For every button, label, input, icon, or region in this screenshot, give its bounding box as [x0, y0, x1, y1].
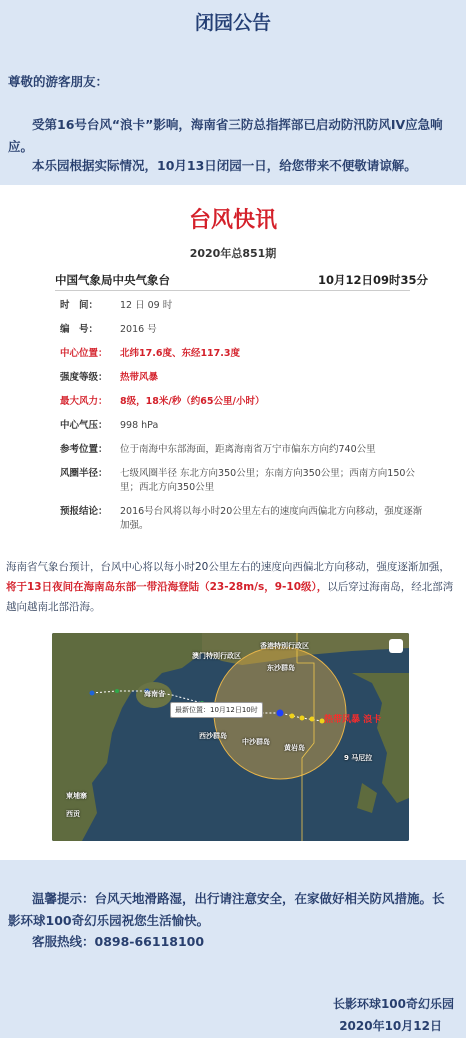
map-label-hk: 香港特别行政区: [260, 642, 309, 650]
info-label: 参考位置：: [60, 444, 108, 455]
typhoon-bulletin-card: [0, 185, 466, 860]
info-value: 七级风圈半径 东北方向350公里；东南方向350公里；西南方向150公里；西北方向350公里: [120, 468, 415, 493]
map-label-xisha: 西沙群岛: [199, 732, 227, 740]
info-label: 最大风力：: [60, 396, 108, 407]
map-label-cambodia: 柬埔寨: [66, 792, 87, 800]
map-label-macau: 澳门特别行政区: [192, 652, 241, 660]
info-label: 时 间：: [60, 300, 99, 311]
info-value: 热带风暴: [120, 372, 159, 383]
info-label: 强度等级：: [60, 372, 108, 383]
info-value: 998 hPa: [120, 420, 159, 431]
forecast-text: 海南省气象台预计，台风中心将以每小时20公里左右的速度向西偏北方向移动，强度逐渐加强，: [6, 561, 450, 573]
bulletin-agency: 中国气象局中央气象台: [55, 273, 170, 287]
info-label: 预报结论：: [60, 506, 108, 517]
bulletin-issue: 2020年总851期: [189, 247, 277, 260]
forecast-paragraph: [6, 557, 458, 617]
notice-greeting: 尊敬的游客朋友：: [8, 74, 109, 89]
info-label: 中心气压：: [60, 420, 108, 431]
info-value: 2016 号: [120, 324, 157, 335]
forecast-highlight: 将于13日夜间在海南岛东部一带沿海登陆（23-28m/s，9-10级），: [6, 581, 328, 593]
notice-paragraph-1: 受第16号台风“浪卡”影响，海南省三防总指挥部已启动防汛防风IV应急响应。: [8, 117, 443, 154]
notice-title: 闭园公告: [194, 12, 271, 34]
service-hotline: 客服热线：0898-66118100: [32, 934, 205, 949]
info-label: 编 号：: [60, 324, 99, 335]
info-value: 8级，18米/秒（约65公里/小时）: [120, 396, 265, 407]
map-graphic: [52, 633, 409, 841]
signature-org: 长影环球100奇幻乐园: [332, 997, 454, 1011]
bulletin-title: 台风快讯: [188, 208, 277, 233]
map-label-huangyan: 黄岩岛: [284, 744, 305, 752]
map-label-saigon: 西贡: [66, 810, 80, 818]
info-value: 位于南海中东部海面，距离海南省万宁市偏东方向约740公里: [120, 444, 376, 455]
info-value: 北纬17.6度、东经117.3度: [120, 348, 240, 359]
info-label: 风圈半径：: [60, 468, 108, 479]
latest-position-tag: 最新位置：10月12日10时: [170, 702, 263, 718]
warm-tips: 温馨提示：台风天地滑路湿，出行请注意安全，在家做好相关防风措施。长影环球100奇幻乐园祝您生活愉快。: [8, 891, 445, 928]
bulletin-datetime: 10月12日09时35分: [318, 273, 429, 287]
signature-date: 2020年10月12日: [339, 1019, 442, 1033]
divider: [55, 290, 410, 291]
info-label: 中心位置：: [60, 348, 108, 359]
map-fullscreen-button[interactable]: [389, 639, 403, 653]
notice-header: [0, 0, 466, 185]
typhoon-track-map: [52, 633, 409, 841]
map-label-dongsha: 东沙群岛: [267, 664, 295, 672]
map-label-manila: 9 马尼拉: [344, 754, 373, 762]
notice-paragraph-2: 本乐园根据实际情况，10月13日闭园一日，给您带来不便敬请谅解。: [32, 158, 417, 173]
map-label-zhongsha: 中沙群岛: [242, 738, 270, 746]
info-value: 12 日 09 时: [120, 300, 173, 311]
typhoon-name-label: 热带风暴 浪卡: [324, 715, 382, 725]
forecast-text-end: 以后穿过海南岛，经北部湾越向越南北部沿海。: [6, 581, 454, 613]
map-label-hainan: 海南省: [144, 690, 165, 698]
info-value: 2016号台风将以每小时20公里左右的速度向西偏北方向移动，强度逐渐加强。: [120, 506, 423, 531]
